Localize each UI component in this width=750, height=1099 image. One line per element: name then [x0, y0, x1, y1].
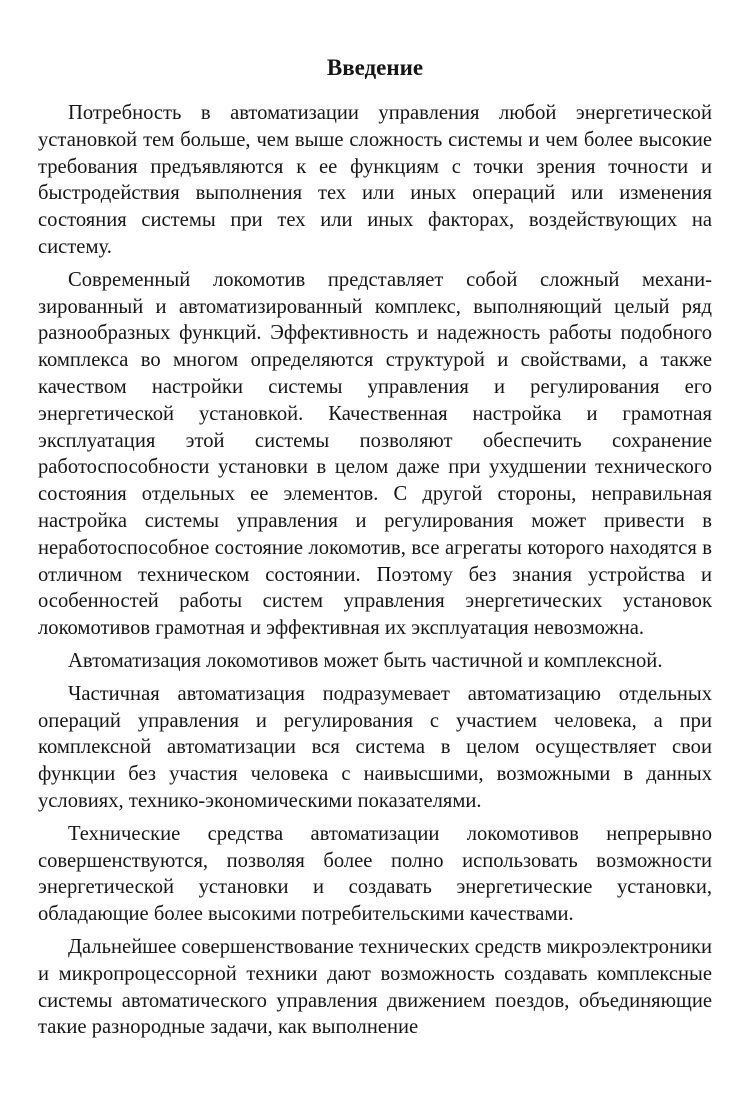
paragraph-3: Автоматизация локомотивов может быть частичной и комплексной. [68, 649, 663, 672]
paragraph-1: Потребность в автоматизации управления любой энергетической установкой тем больше, чем выше сложность системы и чем более высокие требования предъявляются к ее функциям с точки зрения точности и быстродействия выполнения тех или иных операций или изменения состояния системы при тех или иных факторах, воздействующих на систему. [38, 102, 712, 258]
paragraph-6: Дальнейшее совершенствование технических средств микроэлектроники и микропроцессорной техники дают возможность создавать комплексные системы автоматического управления движением поездов, объединяющие такие разнородные задачи, как выполнение [38, 935, 713, 1039]
paragraph-5: Технические средства автоматизации локомотивов непрерывно совершенствуются, позволяя более полно использовать возможности энергетической установки и создавать энергетические установки, обладающие более высокими потребительскими качествами. [38, 822, 712, 926]
paragraph-2: Современный локомотив представляет собой сложный механизированный и автоматизированный комплекс, выполняющий целый ряд разнообразных функций. Эффективность и надежность работы подобного комплекса во многом определяются структурой и свойствами, а также качеством настройки системы управления и регулирования его энергетической установкой. Качественная настройка и грамотная эксплуатация этой системы позволяют обеспечить сохранение работоспособности установки в целом даже при ухудшении технического состояния отдельных ее элементов. С другой стороны, неправильная настройка системы управления и регулирования может привести в неработоспособное состояние локомотив, все агрегаты которого находятся в отличном техническом состоянии. Поэтому без знания устройства и особенностей работы систем управления энергетических установок локомотивов грамотная и эффективная их эксплуатация невозможна. [38, 268, 712, 640]
paragraph-4: Частичная автоматизация подразумевает автоматизацию отдельных операций управления и регулирования с участием человека, а при комплексной автоматизации вся система в целом осуществляет свои функции без участия человека с наивысшими, возможными в данных условиях, технико-экономическими показателями. [38, 682, 712, 812]
page-title: Введение [326, 55, 424, 80]
document-page [38, 44, 712, 1047]
